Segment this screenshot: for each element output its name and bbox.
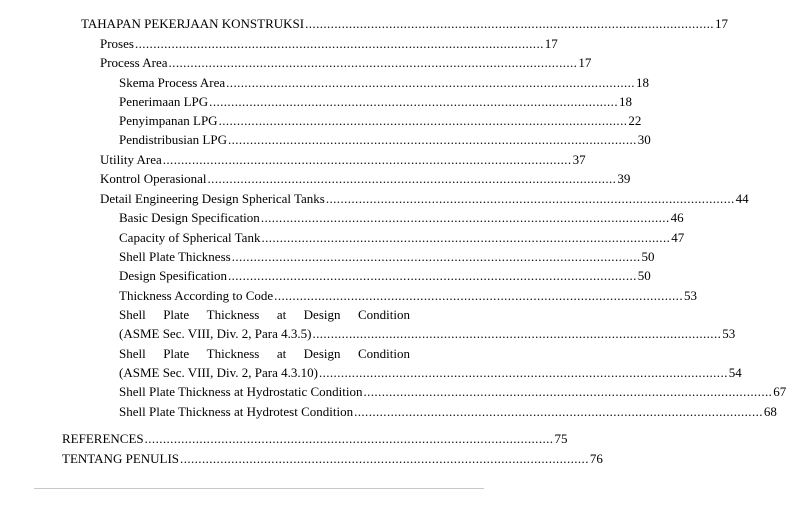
toc-entry-process-area[interactable]	[100, 53, 592, 72]
word: Thickness	[206, 307, 260, 322]
word: Shell	[119, 346, 146, 361]
toc-entry-title: Shell Plate Thickness at Hydrostatic Condition	[119, 384, 363, 399]
dot-leader: ................................................................................................................	[180, 451, 589, 466]
dot-leader: ................................................................................................................	[260, 210, 670, 225]
toc-entry-title: (ASME Sec. VIII, Div. 2, Para 4.3.10)	[119, 365, 318, 380]
toc-entry-page: 18	[635, 75, 649, 90]
toc-entry-page: 44	[735, 191, 749, 206]
word: Design	[303, 307, 341, 322]
toc-entry-title: TAHAPAN PEKERJAAN KONSTRUKSI	[81, 16, 305, 31]
word: Condition	[357, 307, 410, 322]
dot-leader: ................................................................................................................	[274, 288, 683, 303]
toc-entry-shell-design-2-line2[interactable]	[119, 363, 742, 382]
dot-leader: ................................................................................................................	[226, 75, 635, 90]
toc-entry-title: Capacity of Spherical Tank	[119, 230, 261, 245]
toc-entry-hydrotest[interactable]	[119, 402, 777, 421]
dot-leader: ................................................................................................................	[134, 36, 544, 51]
toc-entry-page: 75	[554, 431, 568, 446]
dot-leader: ................................................................................................................	[218, 113, 628, 128]
toc-entry-title: Basic Design Specification	[119, 210, 260, 225]
toc-entry-penerimaan[interactable]	[119, 92, 632, 111]
toc-entry-title: Penerimaan LPG	[119, 94, 209, 109]
dot-leader: ................................................................................................................	[207, 171, 617, 186]
toc-entry-basic[interactable]	[119, 208, 684, 227]
toc-entry-title: REFERENCES	[62, 431, 144, 446]
toc-entry-design-spec[interactable]	[119, 266, 651, 285]
toc-entry-page: 68	[763, 404, 777, 419]
toc-entry-page: 39	[617, 171, 631, 186]
toc-entry-kontrol[interactable]	[100, 169, 631, 188]
dot-leader: ................................................................................................................	[231, 249, 641, 264]
toc-entry-page: 22	[628, 113, 642, 128]
dot-leader: ................................................................................................................	[168, 55, 578, 70]
word: Plate	[163, 346, 190, 361]
dot-leader: ................................................................................................................	[354, 404, 763, 419]
toc-entry-title: Skema Process Area	[119, 75, 226, 90]
toc-entry-page: 17	[714, 16, 728, 31]
toc-entry-utility[interactable]	[100, 150, 586, 169]
toc-entry-tentang[interactable]	[62, 449, 603, 468]
toc-entry-skema[interactable]	[119, 73, 649, 92]
toc-entry-pendistribusian[interactable]	[119, 130, 651, 149]
dot-leader: ................................................................................................................	[209, 94, 618, 109]
toc-entry-shell-design-2-line1[interactable]	[119, 344, 410, 363]
toc-entry-detail[interactable]	[100, 189, 749, 208]
toc-entry-page: 37	[572, 152, 586, 167]
toc-entry-title: TENTANG PENULIS	[62, 451, 180, 466]
toc-entry-capacity[interactable]	[119, 228, 685, 247]
word: Condition	[357, 346, 410, 361]
dot-leader: ................................................................................................................	[312, 326, 722, 341]
toc-entry-page: 18	[618, 94, 632, 109]
toc-entry-shell-plate[interactable]	[119, 247, 655, 266]
toc-entry-page: 53	[722, 326, 736, 341]
word: at	[276, 346, 287, 361]
toc-entry-title: Penyimpanan LPG	[119, 113, 218, 128]
toc-entry-title: Utility Area	[100, 152, 162, 167]
toc-entry-title: Process Area	[100, 55, 168, 70]
dot-leader: ................................................................................................................	[363, 384, 773, 399]
word: Design	[303, 346, 341, 361]
word: Plate	[163, 307, 190, 322]
dot-leader: ................................................................................................................	[144, 431, 554, 446]
toc-entry-title: (ASME Sec. VIII, Div. 2, Para 4.3.5)	[119, 326, 312, 341]
toc-entry-page: 17	[578, 55, 592, 70]
toc-entry-title: Detail Engineering Design Spherical Tanks	[100, 191, 325, 206]
toc-entry-title: Thickness According to Code	[119, 288, 274, 303]
toc-entry-title: Pendistribusian LPG	[119, 132, 227, 147]
toc-entry-according[interactable]	[119, 286, 697, 305]
toc-entry-references[interactable]	[62, 429, 568, 448]
toc-entry-chapter[interactable]	[81, 14, 728, 33]
toc-entry-title: Kontrol Operasional	[100, 171, 207, 186]
toc-entry-proses[interactable]	[100, 34, 558, 53]
dot-leader: ................................................................................................................	[305, 16, 714, 31]
toc-entry-page: 47	[671, 230, 685, 245]
dot-leader: ................................................................................................................	[325, 191, 735, 206]
dot-leader: ................................................................................................................	[261, 230, 671, 245]
word: Thickness	[206, 346, 260, 361]
word: at	[276, 307, 287, 322]
toc-entry-title: Shell Plate Thickness	[119, 249, 231, 264]
footer-divider	[34, 488, 484, 489]
toc-entry-page: 50	[637, 268, 651, 283]
toc-entry-page: 54	[728, 365, 742, 380]
dot-leader: ................................................................................................................	[227, 268, 637, 283]
toc-entry-page: 76	[589, 451, 603, 466]
toc-entry-page: 50	[641, 249, 655, 264]
toc-entry-hydrostatic[interactable]	[119, 382, 786, 401]
toc-entry-penyimpanan[interactable]	[119, 111, 642, 130]
toc-entry-title: Design Spesification	[119, 268, 227, 283]
toc-entry-shell-design-1-line1[interactable]	[119, 305, 410, 324]
dot-leader: ................................................................................................................	[318, 365, 728, 380]
toc-entry-page: 53	[683, 288, 697, 303]
toc-entry-page: 46	[670, 210, 684, 225]
dot-leader: ................................................................................................................	[227, 132, 637, 147]
toc-entry-shell-design-1-line2[interactable]	[119, 324, 736, 343]
toc-entry-title: Proses	[100, 36, 134, 51]
word: Shell	[119, 307, 146, 322]
toc-entry-title: Shell Plate Thickness at Hydrotest Condition	[119, 404, 354, 419]
toc-entry-page: 67	[773, 384, 786, 399]
dot-leader: ................................................................................................................	[162, 152, 572, 167]
toc-entry-page: 30	[637, 132, 651, 147]
toc-entry-page: 17	[544, 36, 558, 51]
